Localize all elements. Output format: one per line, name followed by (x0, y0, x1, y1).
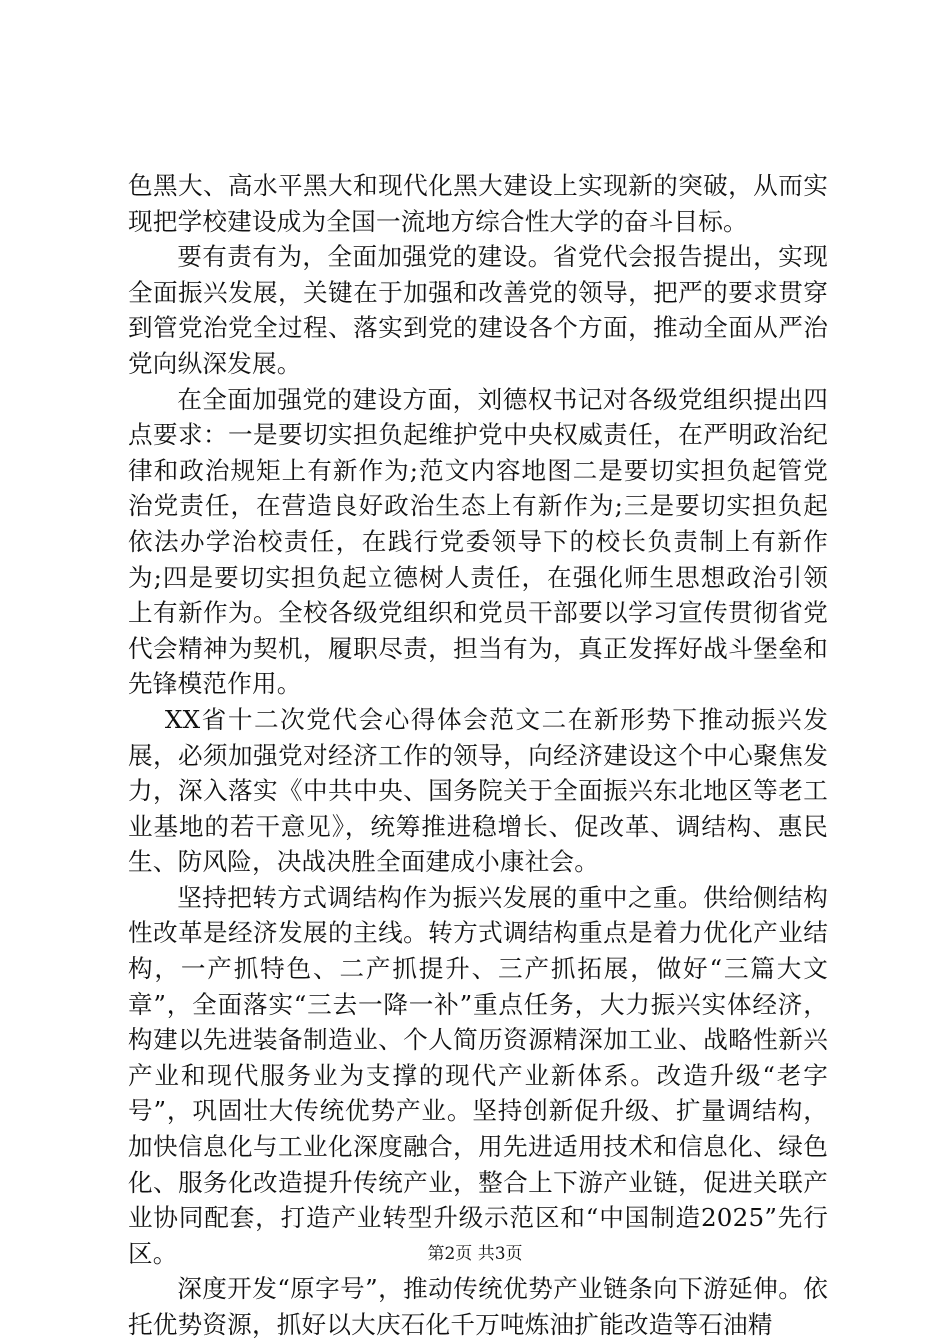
paragraph-6: 深度开发“原字号”，推动传统优势产业链条向下游延伸。依托优势资源，抓好以大庆石化千万吨炼油扩能改造等石油精 (128, 1274, 828, 1339)
paragraph-5: 坚持把转方式调结构作为振兴发展的重中之重。供给侧结构性改革是经济发展的主线。转方式调结构重点是着力优化产业结构，一产抓特色、二产抓提升、三产抓拓展，做好“三篇大文章”，全面落实“三去一降一补”重点任务，大力振兴实体经济，构建以先进装备制造业、个人简历资源精深加工业、战略性新兴产业和现代服务业为支撑的现代产业新体系。改造升级“老字号”，巩固壮大传统优势产业。坚持创新促升级、扩量调结构，加快信息化与工业化深度融合，用先进适用技术和信息化、绿色化、服务化改造提升传统产业，整合上下游产业链，促进关联产业协同配套，打造产业转型升级示范区和“中国制造2025”先行区。 (128, 882, 828, 1268)
paragraph-1: 色黑大、高水平黑大和现代化黑大建设上实现新的突破，从而实现把学校建设成为全国一流地方综合性大学的奋斗目标。 (128, 171, 828, 236)
document-body (128, 168, 828, 1343)
page-number-footer: 第2页 共3页 (427, 1244, 523, 1264)
paragraph-4: XX省十二次党代会心得体会范文二在新形势下推动振兴发展，必须加强党对经济工作的领导，向经济建设这个中心聚焦发力，深入落实《中共中央、国务院关于全面振兴东北地区等老工业基地的若干意见》，统筹推进稳增长、促改革、调结构、惠民生、防风险，决战决胜全面建成小康社会。 (128, 704, 828, 877)
paragraph-2: 要有责有为，全面加强党的建设。省党代会报告提出，实现全面振兴发展，关键在于加强和改善党的领导，把严的要求贯穿到管党治党全过程、落实到党的建设各个方面，推动全面从严治党向纵深发展。 (128, 242, 828, 378)
paragraph-3: 在全面加强党的建设方面，刘德权书记对各级党组织提出四点要求：一是要切实担负起维护党中央权威责任，在严明政治纪律和政治规矩上有新作为;范文内容地图二是要切实担负起管党治党责任，在营造良好政治生态上有新作为;三是要切实担负起依法办学治校责任，在践行党委领导下的校长负责制上有新作为;四是要切实担负起立德树人责任，在强化师生思想政治引领上有新作为。全校各级党组织和党员干部要以学习宣传贯彻省党代会精神为契机，履职尽责，担当有为，真正发挥好战斗堡垒和先锋模范作用。 (128, 384, 828, 699)
